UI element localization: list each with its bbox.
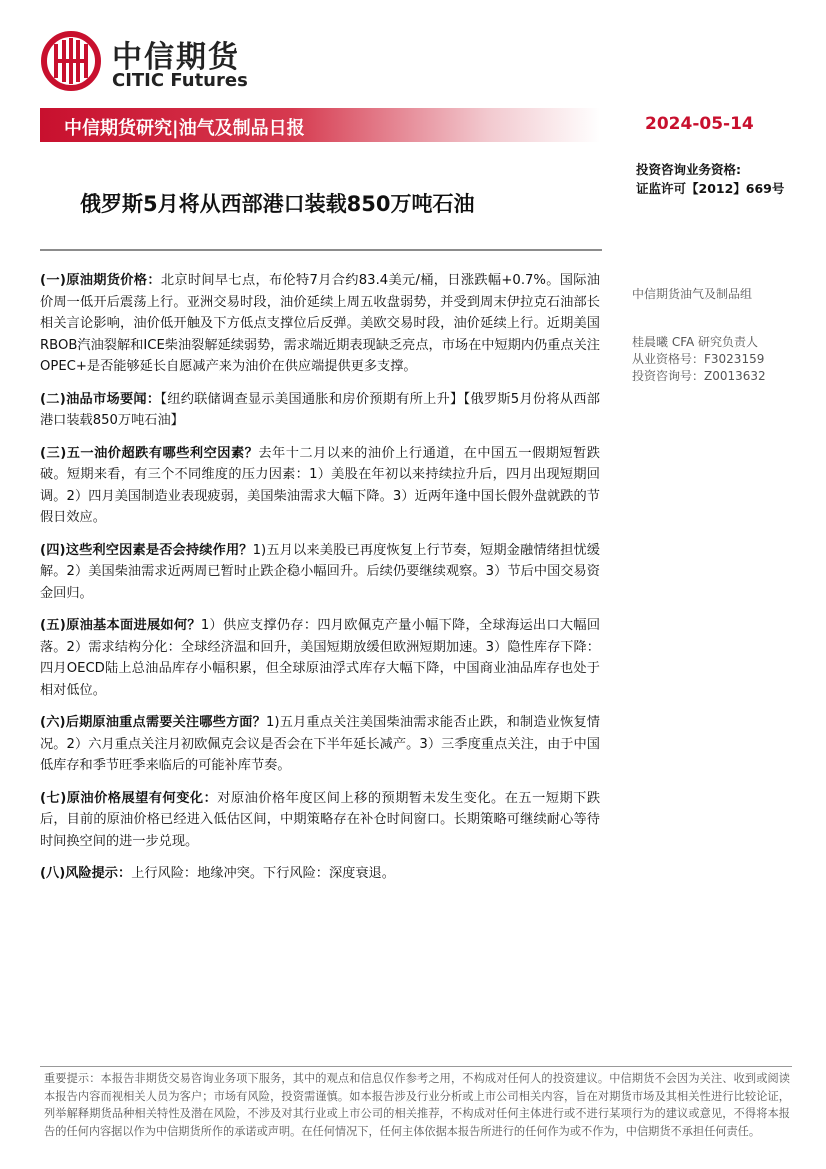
license-info: [636, 160, 784, 198]
analyst-qualification: 从业资格号：F3023159: [632, 352, 765, 366]
section-heading: (一)原油期货价格：: [40, 273, 161, 288]
section-7: [40, 788, 600, 853]
section-heading: (七)原油价格展望有何变化：: [40, 790, 218, 806]
section-8: [40, 863, 600, 885]
section-text: 1)五月重点关注美国柴油需求能否止跌，和制造业恢复情况。2）六月重点关注月初欧佩克会议是否会在下半年延长减产。3）三季度重点关注，由于中国低库存和季节旺季来临后的可能补库节奏。: [40, 715, 600, 773]
sidebar-team: 中信期货油气及制品组: [632, 287, 753, 301]
section-2: [40, 389, 600, 432]
license-line-1: 投资咨询业务资格:: [636, 162, 741, 177]
section-heading: (四)这些利空因素是否会持续作用？: [40, 542, 253, 558]
section-text: 上行风险：地缘冲突。下行风险：深度衰退。: [131, 866, 395, 881]
section-text: 1）供应支撑仍存：四月欧佩克产量小幅下降，全球海运出口大幅回落。2）需求结构分化：全球经济温和回升，美国短期放缓但欧洲短期加速。3）隐性库存下降：四月OECD陆上总油品库存小幅积累，但全球原油浮式库存大幅下降，中国商业油品库存也处于相对低位。: [40, 618, 601, 698]
analyst-advisor-number: 投资咨询号：Z0013632: [632, 369, 766, 383]
report-banner: [40, 108, 600, 142]
brand-logo: [40, 30, 260, 96]
section-text: 去年十二月以来的油价上行通道，在中国五一假期短暂跌破。短期来看，有三个不同维度的压力因素：1）美股在年初以来持续拉升后，四月出现短期回调。2）四月美国制造业表现疲弱，美国柴油需求大幅下降。3）近两年逢中国长假外盘就跌的节假日效应。: [40, 445, 600, 525]
footer-divider: [40, 1066, 792, 1067]
section-heading: (五)原油基本面进展如何？: [40, 618, 201, 633]
brand-name-en: CITIC Futures: [112, 70, 248, 91]
citic-logo-icon: [40, 30, 102, 92]
section-text: 1)五月以来美股已再度恢复上行节奏，短期金融情绪担忧缓解。2）美国柴油需求近两周已暂时止跌企稳小幅回升。后续仍要继续观察。3）节后中国交易资金回归。: [40, 542, 600, 601]
title-divider: [40, 249, 602, 251]
section-text: 【纽约联储调查显示美国通胀和房价预期有所上升】【俄罗斯5月份将从西部港口装载850万吨石油】: [40, 391, 600, 428]
banner-title: 中信期货研究|油气及制品日报: [64, 118, 305, 139]
page-title: 俄罗斯5月将从西部港口装载850万吨石油: [80, 192, 475, 216]
license-line-2: 证监许可【2012】669号: [636, 181, 785, 196]
report-body: [40, 270, 600, 896]
brand-name-cn: 中信期货: [112, 40, 240, 75]
section-3: [40, 443, 600, 529]
sidebar-analyst: [632, 334, 812, 385]
section-4: [40, 540, 600, 605]
disclaimer-text: 重要提示：本报告非期货交易咨询业务项下服务，其中的观点和信息仅作参考之用，不构成对任何人的投资建议。中信期货不会因为关注、收到或阅读本报告内容而视相关人员为客户；市场有风险，投资需谨慎。如本报告涉及行业分析或上市公司相关内容，旨在对期货市场及其相关性进行比较论证，列举解释期货品种相关特性及潜在风险，不涉及对其行业或上市公司的相关推荐，不构成对任何主体进行或不进行某项行为的建议或意见，不得将本报告的任何内容据以作为中信期货所作的承诺或声明。在任何情况下，任何主体依据本报告所进行的任何作为或不作为，中信期货不承担任何责任。: [44, 1072, 790, 1138]
section-heading: (二)油品市场要闻：: [40, 391, 161, 407]
analyst-name: 桂晨曦 CFA 研究负责人: [632, 335, 759, 349]
section-heading: (八)风险提示：: [40, 866, 132, 881]
section-6: [40, 712, 600, 777]
section-text: 北京时间早七点，布伦特7月合约83.4美元/桶，日涨跌幅+0.7%。国际油价周一低开后震荡上行。亚洲交易时段，油价延续上周五收盘弱势，并受到周末伊拉克石油部长相关言论影响，油价低开触及下方低点支撑位后反弹。美欧交易时段，油价延续上行。近期美国RBOB汽油裂解和ICE柴油裂解延续弱势，需求端近期表现缺乏亮点，市场在中短期内仍重点关注OPEC+是否能够延长自愿减产来为油价在供应端提供更多支撑。: [40, 273, 600, 374]
report-date: 2024-05-14: [645, 114, 754, 134]
section-heading: (三)五一油价超跌有哪些利空因素？: [40, 445, 259, 461]
section-5: [40, 615, 600, 701]
section-heading: (六)后期原油重点需要关注哪些方面？: [40, 715, 267, 730]
section-1: [40, 270, 600, 378]
section-text: 对原油价格年度区间上移的预期暂未发生变化。在五一短期下跌后，目前的原油价格已经进入低估区间，中期策略存在补仓时间窗口。长期策略可继续耐心等待时间换空间的进一步兑现。: [40, 790, 601, 849]
